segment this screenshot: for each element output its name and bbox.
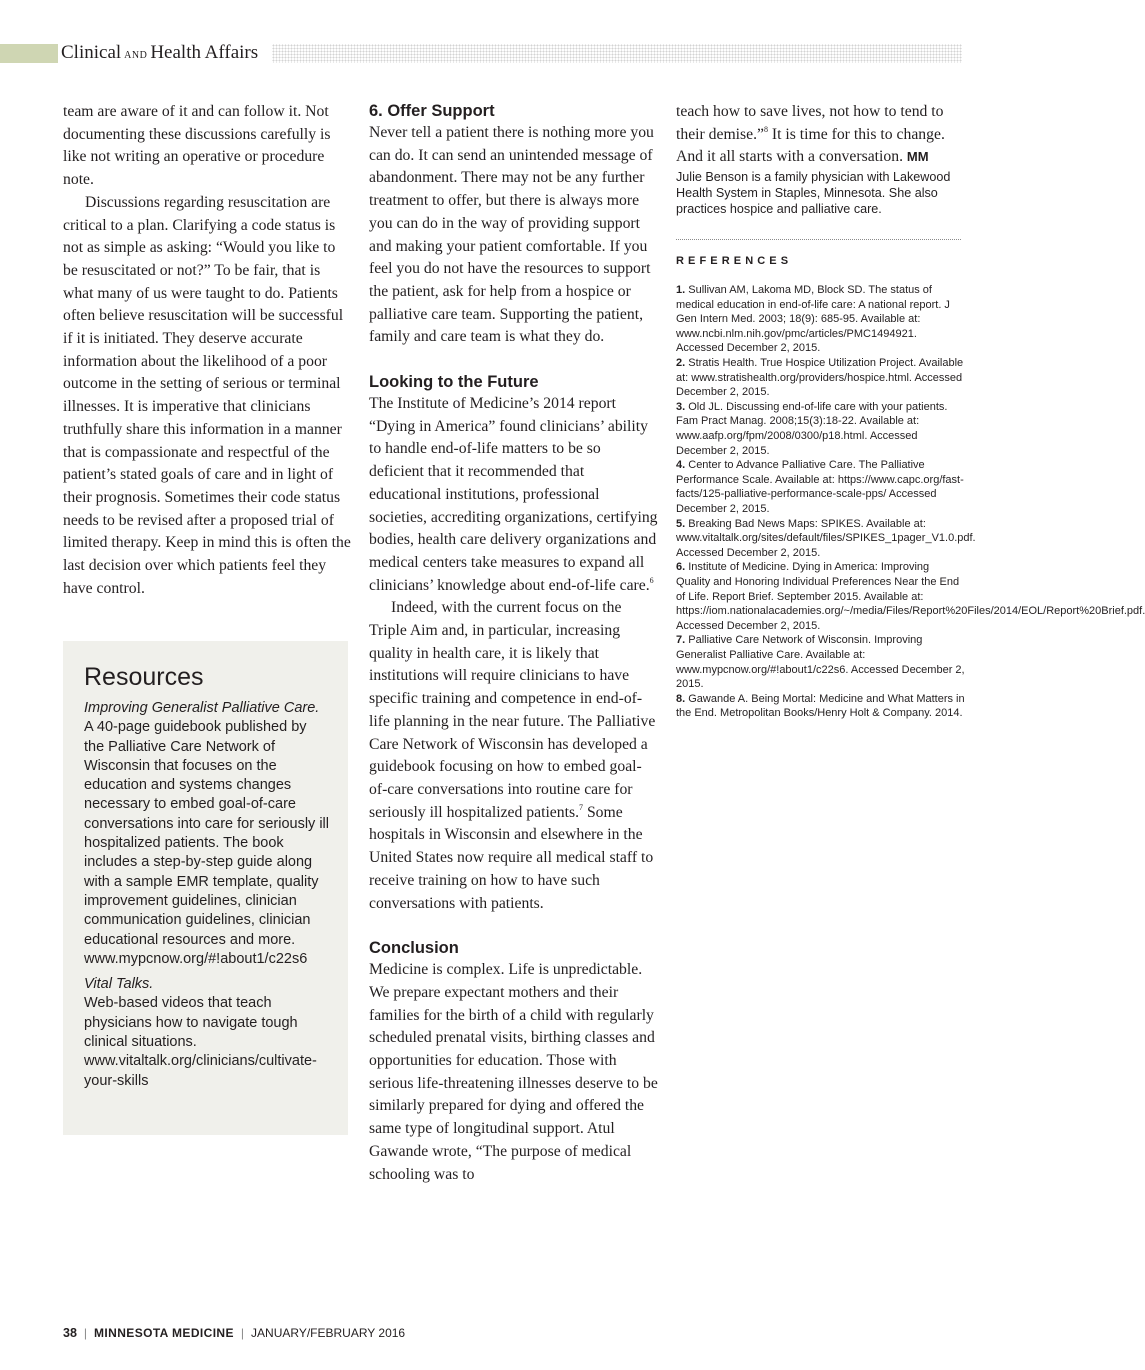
body-paragraph: Medicine is complex. Life is unpredictable. We prepare expectant mothers and their families for the birth of a child with regularly scheduled prenatal visits, birthing classes and opportunities for education. Those with serious life-threatening illnesses deserve to be similarly prepared for dying and offered the same type of longitudinal support. Atul Gawande wrote, “The purpose of medical schooling was to	[369, 961, 658, 1183]
body-paragraph: Never tell a patient there is nothing more you can do. It can send an unintended message of abandonment. There may not be any further treatment to offer, but there is always more you can do in the way of providing support and making your patient comfortable. If you feel you do not have the resources to support the patient, ask for help from a hospice or palliative care team. Supporting the patient, family and care team is what they do.	[369, 124, 654, 346]
issue-date: JANUARY/FEBRUARY 2016	[251, 1326, 406, 1340]
reference-item: 4. Center to Advance Palliative Care. The Palliative Performance Scale. Available at: https://www.capc.org/fast-facts/125-palliative-performance-scale-pps/ Accessed December 2, 2015.	[676, 459, 964, 516]
reference-item: 6. Institute of Medicine. Dying in America: Improving Quality and Honoring Individual Preferences Near the End of Life. Report Brief. September 2015. Available at: https://iom.nationalacademies.org/~/media/Files/Report%20Files/2014/EOL/Report%20Brief.pdf. Accessed December 2, 2015.	[676, 561, 1145, 632]
references-list	[676, 283, 1145, 721]
dotted-divider	[676, 239, 961, 240]
reference-item: 1. Sullivan AM, Lakoma MD, Block SD. The status of medical education in end-of-life care: A national report. J Gen Intern Med. 2003; 18(9): 685-95. Available at: www.ncbi.nlm.nih.gov/pmc/articles/PMC1494921. Accessed December 2, 2015.	[676, 284, 950, 355]
body-paragraph: Indeed, with the current focus on the Triple Aim and, in particular, increasing quality in health care, it is likely that institutions will require clinicians to have specific training and competence in end-of-life planning in the near future. The Palliative Care Network of Wisconsin has developed a guidebook focusing on how to embed goal-of-care conversations into routine care for seriously ill hospitalized patients.$^7$ Some hospitals in Wisconsin and elsewhere in the United States now require all medical staff to receive training on how to have such conversations with patients.	[369, 599, 656, 912]
resource-name: Improving Generalist Palliative Care.	[84, 700, 320, 716]
reference-item: 7. Palliative Care Network of Wisconsin. Improving Generalist Palliative Care. Available at: www.mypcnow.org/#!about1/c22s6. Accessed December 2, 2015.	[676, 634, 965, 691]
footer-separator: |	[83, 1326, 88, 1340]
header-dot-pattern	[272, 44, 962, 63]
body-paragraph: The Institute of Medicine’s 2014 report “Dying in America” found clinicians’ ability to handle end-of-life matters to be so deficient that it recommended that educational institutions, professional societies, accrediting organizations, certifying bodies, health care delivery organizations and medical centers take measures to expand all clinicians’ knowledge about end-of-life care.$^6$	[369, 395, 658, 594]
citation-ref: 7	[579, 802, 584, 812]
resource-name: Vital Talks.	[84, 976, 154, 993]
resource-description: A 40-page guidebook published by the Palliative Care Network of Wisconsin that focuses on the education and systems changes necessary to embed goal-of-care conversations into care for seriously ill hospitalized patients. The book includes a step-by-step guide along with a sample EMR template, quality improvement guidelines, clinician communication guidelines, clinician educational resources and more. www.mypcnow.org/#!about1/c22s6	[84, 719, 329, 967]
section-heading: Conclusion	[369, 939, 459, 958]
column-middle	[369, 100, 659, 1186]
citation-ref: 8	[764, 124, 768, 134]
body-paragraph: team are aware of it and can follow it. Not documenting these discussions carefully is like not writing an operative or procedure note.	[63, 103, 331, 189]
resources-title: Resources	[84, 663, 204, 691]
citation-ref: 6	[649, 575, 654, 585]
author-bio: Julie Benson is a family physician with Lakewood Health System in Staples, Minnesota. She also practices hospice and palliative care.	[676, 170, 951, 217]
footer-separator: |	[240, 1326, 245, 1340]
references-heading: REFERENCES	[676, 255, 793, 268]
column-left	[63, 101, 353, 600]
magazine-name: MINNESOTA MEDICINE	[94, 1326, 234, 1340]
section-title: Clinical AND Health Affairs	[61, 42, 259, 63]
resource-description: Web-based videos that teach physicians how to navigate tough clinical situations. www.vitaltalk.org/clinicians/cultivate-your-skills	[84, 995, 317, 1089]
header-accent-block	[0, 44, 58, 63]
body-paragraph: teach how to save lives, not how to tend to their demise.”$^8$ It is time for this to change. And it all starts with a conversation. MM	[676, 103, 945, 166]
end-mark: MM	[906, 149, 929, 165]
body-paragraph: Discussions regarding resuscitation are critical to a plan. Clarifying a code status is not as simple as asking: “Would you like to be resuscitated or not?” To be fair, that is what many of us were taught to do. Patients often believe resuscitation will be successful if it is initiated. They deserve accurate information about the likelihood of a poor outcome in the setting of serious or terminal illnesses. It is imperative that clinicians truthfully share this information in a manner that is compassionate and respectful of the patient’s stated goals of care and in light of their prognosis. Sometimes their code status needs to be revised after a proposed trial of limited therapy. Keep in mind this is often the last decision over which patients feel they have control.	[63, 193, 351, 597]
resource-item	[84, 699, 330, 969]
page-footer	[63, 1325, 405, 1341]
reference-item: 8. Gawande A. Being Mortal: Medicine and What Matters in the End. Metropolitan Books/Henry Holt & Company. 2014.	[676, 692, 965, 720]
reference-item: 2. Stratis Health. True Hospice Utilization Project. Available at: www.stratishealth.org/providers/hospice.html. Accessed December 2, 2015.	[676, 357, 964, 399]
section-heading: Looking to the Future	[369, 373, 539, 392]
page-number: 38	[63, 1326, 77, 1340]
resources-box	[63, 641, 348, 1135]
column-right	[676, 101, 1145, 721]
reference-item: 3. Old JL. Discussing end-of-life care with your patients. Fam Pract Manag. 2008;15(3):18-22. Available at: www.aafp.org/fpm/2008/0300/p18.html. Accessed December 2, 2015.	[676, 400, 948, 457]
section-heading: 6. Offer Support	[369, 102, 495, 120]
reference-item: 5. Breaking Bad News Maps: SPIKES. Available at: www.vitaltalk.org/sites/default/files/SPIKES_1pager_V1.0.pdf. Accessed December 2, 2015.	[676, 517, 976, 559]
resource-item	[84, 975, 330, 1091]
